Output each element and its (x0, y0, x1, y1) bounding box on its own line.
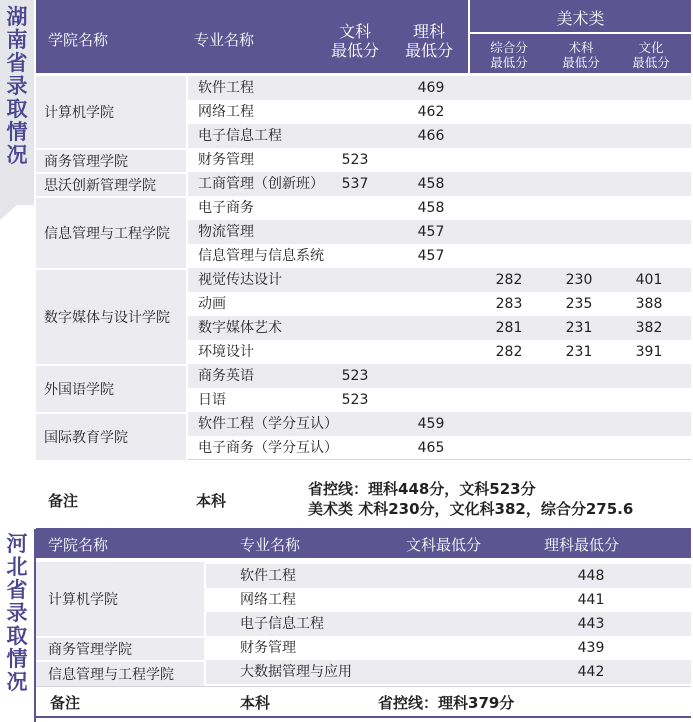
major-name: 网络工程 (198, 104, 254, 120)
note-line: 美术类 术科230分，文化科382，综合分275.6 (308, 500, 634, 518)
major-name: 工商管理（创新班） (198, 176, 324, 192)
art-skill-score: 235 (565, 296, 593, 312)
table-row (188, 388, 691, 412)
li-score: 457 (417, 248, 445, 264)
hunan-side-label (0, 0, 34, 205)
table-row (188, 292, 691, 316)
header-art-group: 美术类 (556, 9, 605, 28)
college-name: 商务管理学院 (48, 642, 132, 658)
note-level: 本科 (240, 694, 271, 712)
major-name: 大数据管理与应用 (240, 664, 352, 680)
major-name: 网络工程 (240, 592, 296, 608)
table-row (206, 660, 691, 684)
table-row (188, 316, 691, 340)
major-name: 信息管理与信息系统 (198, 248, 324, 264)
header-art-total: 综合分 最低分 (490, 40, 528, 70)
li-score: 448 (577, 568, 605, 584)
header-major: 专业名称 (240, 536, 301, 554)
art-skill-score: 230 (565, 272, 593, 288)
major-name: 电子商务（学分互认） (198, 440, 338, 456)
art-total-score: 282 (495, 344, 523, 360)
table-row (188, 412, 691, 436)
table-row (188, 340, 691, 364)
side-char: 省 (6, 51, 28, 75)
li-score: 458 (417, 200, 445, 216)
side-char: 况 (6, 143, 28, 167)
li-score: 442 (577, 664, 605, 680)
major-name: 数字媒体艺术 (198, 320, 282, 336)
note-label: 备注 (48, 492, 79, 510)
college-name: 信息管理与工程学院 (48, 667, 174, 683)
side-char: 情 (6, 120, 28, 144)
side-char: 取 (6, 624, 28, 648)
table-row (188, 244, 691, 268)
major-name: 软件工程 (240, 568, 296, 584)
table-row (188, 100, 691, 124)
major-name: 财务管理 (198, 152, 254, 168)
side-char: 南 (6, 28, 28, 52)
li-score: 457 (417, 224, 445, 240)
college-name: 国际教育学院 (44, 430, 128, 446)
wen-score: 523 (341, 152, 369, 168)
college-name: 计算机学院 (44, 105, 114, 121)
art-culture-score: 401 (635, 272, 663, 288)
wen-score: 523 (341, 368, 369, 384)
side-char: 省 (6, 578, 28, 602)
li-score: 443 (577, 616, 605, 632)
li-score: 441 (577, 592, 605, 608)
note-line: 省控线：理科379分 (378, 694, 515, 712)
table-row (188, 268, 691, 292)
li-score: 465 (417, 440, 445, 456)
header-wen: 文科最低分 (406, 536, 482, 554)
side-char: 北 (6, 555, 28, 579)
major-name: 环境设计 (198, 344, 254, 360)
note-line: 省控线：理科448分，文科523分 (308, 480, 536, 498)
li-score: 462 (417, 104, 445, 120)
table-row (188, 364, 691, 388)
li-score: 466 (417, 128, 445, 144)
table-row (206, 564, 691, 588)
header-wen: 文科 最低分 (330, 22, 379, 60)
note-level: 本科 (196, 492, 227, 510)
li-score: 439 (577, 640, 605, 656)
major-name: 物流管理 (198, 224, 254, 240)
art-culture-score: 391 (635, 344, 663, 360)
header-major: 专业名称 (194, 31, 255, 49)
li-score: 459 (417, 416, 445, 432)
art-skill-score: 231 (565, 344, 593, 360)
side-char: 取 (6, 97, 28, 121)
major-name: 软件工程（学分互认） (198, 416, 338, 432)
art-skill-score: 231 (565, 320, 593, 336)
header-art-culture: 文化 最低分 (632, 40, 670, 70)
art-total-score: 281 (495, 320, 523, 336)
college-name: 思沃创新管理学院 (44, 178, 156, 194)
major-name: 电子商务 (198, 200, 254, 216)
side-char: 录 (6, 74, 28, 98)
art-total-score: 283 (495, 296, 523, 312)
hebei-table-header (36, 528, 691, 558)
side-char: 湖 (6, 5, 28, 29)
wen-score: 537 (341, 176, 369, 192)
college-name: 计算机学院 (48, 592, 118, 608)
li-score: 469 (417, 80, 445, 96)
side-char: 况 (6, 670, 28, 694)
table-row (188, 76, 691, 100)
major-name: 日语 (198, 392, 226, 408)
art-culture-score: 388 (635, 296, 663, 312)
major-name: 电子信息工程 (240, 616, 324, 632)
header-college: 学院名称 (48, 536, 109, 554)
table-row (206, 636, 691, 660)
major-name: 动画 (198, 296, 226, 312)
table-row (188, 196, 691, 220)
header-li: 理科 最低分 (404, 22, 453, 60)
header-college: 学院名称 (48, 31, 109, 49)
hunan-table-header (36, 0, 691, 73)
table-row (206, 588, 691, 612)
major-name: 软件工程 (198, 80, 254, 96)
li-score: 458 (417, 176, 445, 192)
table-row (188, 436, 691, 460)
table-row (206, 612, 691, 636)
table-row (188, 148, 691, 172)
table-row (188, 172, 691, 196)
major-name: 电子信息工程 (198, 128, 282, 144)
major-name: 视觉传达设计 (198, 272, 282, 288)
art-total-score: 282 (495, 272, 523, 288)
college-name: 商务管理学院 (44, 154, 128, 170)
divider (36, 686, 691, 687)
side-char: 河 (6, 532, 28, 556)
college-name: 外国语学院 (44, 382, 114, 398)
major-name: 商务英语 (198, 368, 254, 384)
wen-score: 523 (341, 392, 369, 408)
header-art-skill: 术科 最低分 (562, 40, 600, 70)
table-row (188, 124, 691, 148)
college-name: 数字媒体与设计学院 (44, 310, 170, 326)
side-char: 录 (6, 601, 28, 625)
side-char: 情 (6, 647, 28, 671)
college-name: 信息管理与工程学院 (44, 226, 170, 242)
major-name: 财务管理 (240, 640, 296, 656)
note-label: 备注 (50, 694, 81, 712)
table-row (188, 220, 691, 244)
side-label-wedge (0, 190, 34, 220)
hebei-side-label (0, 529, 34, 722)
art-culture-score: 382 (635, 320, 663, 336)
header-li: 理科最低分 (544, 536, 620, 554)
bottom-rule (36, 716, 691, 718)
